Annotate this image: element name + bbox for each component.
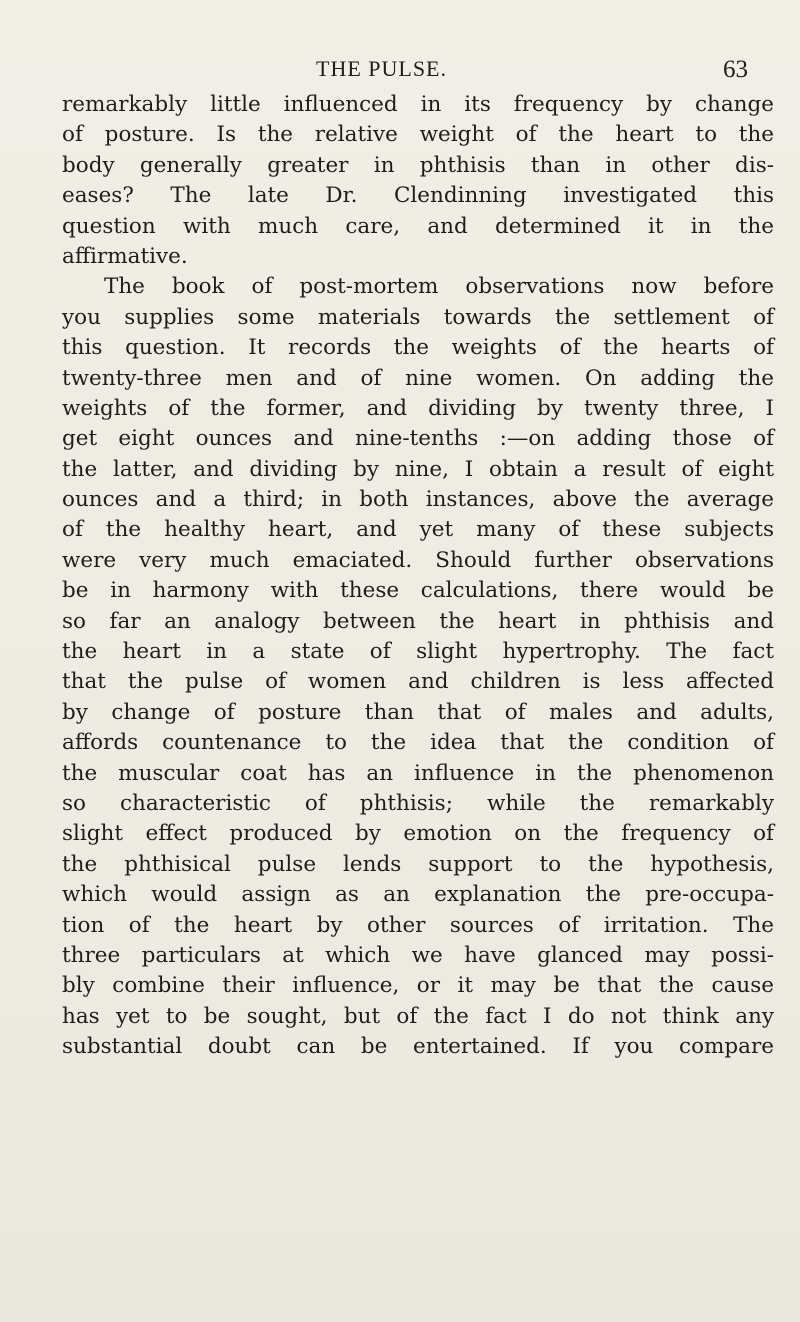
- text-line: ounces and a third; in both instances, above the average: [62, 487, 774, 513]
- running-title: THE PULSE.: [316, 56, 447, 81]
- text-line: affords countenance to the idea that the condition of: [62, 730, 774, 756]
- text-line: The book of post-mortem observations now before: [104, 274, 774, 300]
- text-line: question with much care, and determined it in the: [62, 213, 774, 239]
- paragraph-1: [62, 90, 774, 272]
- text-line: body generally greater in phthisis than in other dis-: [62, 152, 774, 178]
- body-text: [62, 90, 774, 1063]
- text-line: by change of posture than that of males and adults,: [62, 699, 774, 725]
- text-line: three particulars at which we have glanced may possi-: [62, 942, 774, 968]
- running-head: [0, 56, 800, 86]
- text-line: which would assign as an explanation the pre-occupa-: [62, 882, 774, 908]
- text-line: substantial doubt can be entertained. If you compare: [62, 1034, 774, 1060]
- text-line: affirmative.: [62, 243, 188, 269]
- text-line: be in harmony with these calculations, there would be: [62, 578, 774, 604]
- text-line: this question. It records the weights of the hearts of: [62, 335, 774, 361]
- text-line: remarkably little influenced in its frequency by change: [62, 92, 774, 117]
- text-line: twenty-three men and of nine women. On adding the: [62, 365, 774, 391]
- text-line: eases? The late Dr. Clendinning investigated this: [62, 183, 774, 209]
- text-line: that the pulse of women and children is less affected: [62, 669, 774, 695]
- text-line: weights of the former, and dividing by twenty three, I: [62, 395, 774, 421]
- text-line: has yet to be sought, but of the fact I do not think any: [62, 1003, 774, 1029]
- text-line: tion of the heart by other sources of irritation. The: [62, 912, 774, 938]
- text-line: the heart in a state of slight hypertrophy. The fact: [62, 639, 774, 665]
- text-line: were very much emaciated. Should further observations: [62, 547, 774, 573]
- paragraph-2: [62, 272, 774, 1062]
- text-line: the muscular coat has an influence in the phenomenon: [62, 760, 774, 786]
- text-line: so characteristic of phthisis; while the remarkably: [62, 790, 774, 816]
- text-line: slight effect produced by emotion on the frequency of: [62, 821, 774, 847]
- text-line: you supplies some materials towards the settlement of: [62, 304, 774, 330]
- text-line: the phthisical pulse lends support to the hypothesis,: [62, 851, 774, 877]
- page-number: 63: [723, 56, 748, 83]
- text-line: the latter, and dividing by nine, I obtain a result of eight: [62, 456, 774, 482]
- text-line: of the healthy heart, and yet many of these subjects: [62, 517, 774, 543]
- text-line: get eight ounces and nine-tenths :—on adding those of: [62, 426, 774, 452]
- text-line: bly combine their influence, or it may be that the cause: [62, 973, 774, 999]
- text-line: so far an analogy between the heart in phthisis and: [62, 608, 774, 634]
- text-line: of posture. Is the relative weight of the heart to the: [62, 122, 774, 148]
